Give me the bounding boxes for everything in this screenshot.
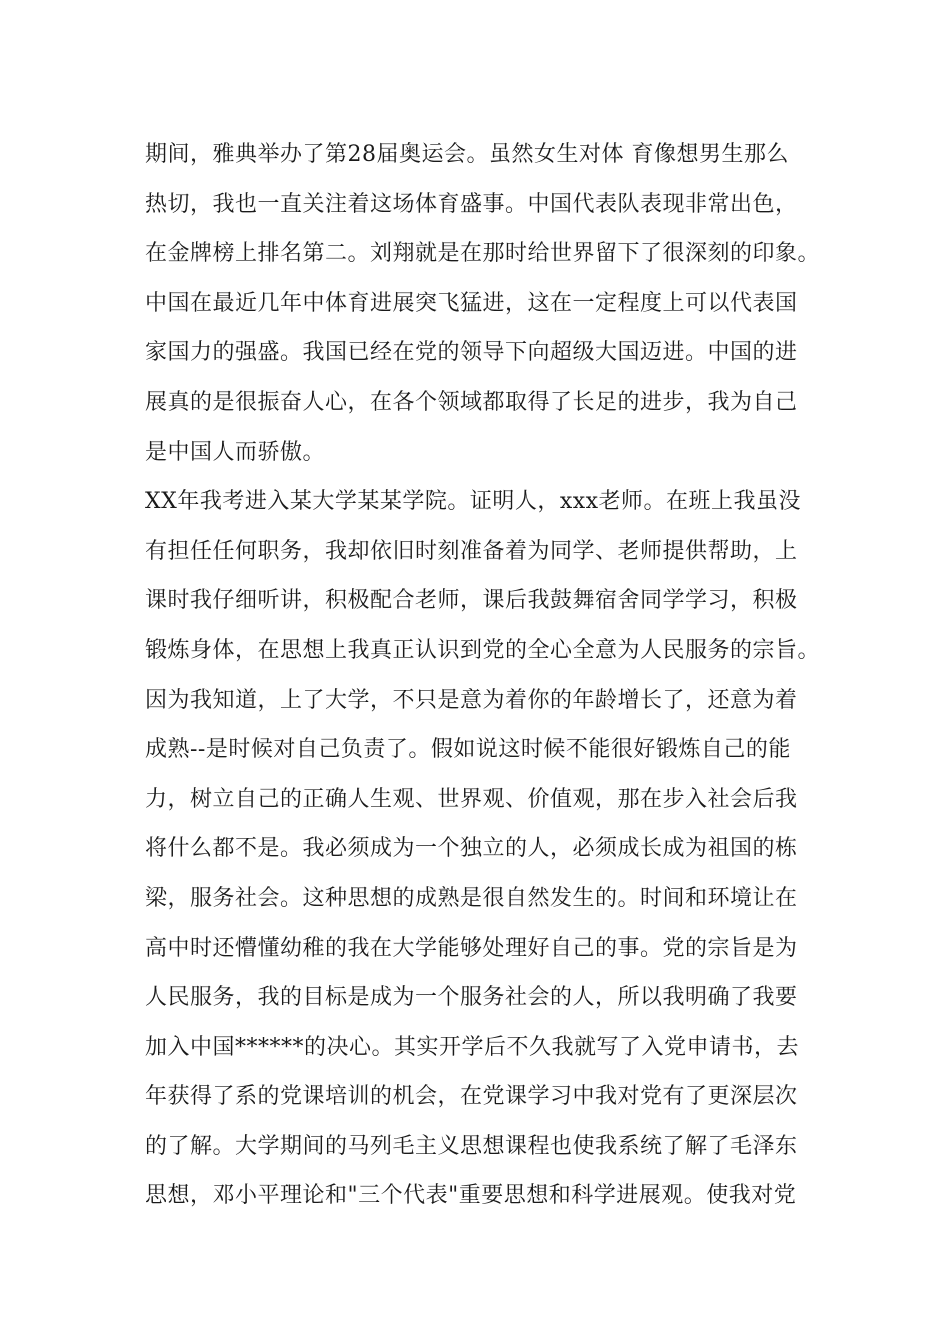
text-line: 中国在最近几年中体育进展突飞猛进，这在一定程度上可以代表国: [145, 290, 798, 316]
text-line: 年获得了系的党课培训的机会，在党课学习中我对党有了更深层次: [145, 1084, 798, 1110]
text-line: XX年我考进入某大学某某学院。证明人，xxx老师。在班上我虽没: [145, 489, 802, 515]
text-line: 期间，雅典举办了第28届奥运会。虽然女生对体 育像想男生那么: [145, 142, 789, 167]
body-text: [145, 130, 825, 1221]
text-line: 的了解。大学期间的马列毛主义思想课程也使我系统了解了毛泽东: [145, 1133, 798, 1159]
text-line: 热切，我也一直关注着这场体育盛事。中国代表队表现非常出色，: [145, 191, 798, 217]
text-line: 人民服务，我的目标是成为一个服务社会的人，所以我明确了我要: [145, 985, 798, 1011]
text-line: 因为我知道，上了大学，不只是意为着你的年龄增长了，还意为着: [145, 687, 798, 713]
text-line: 加入中国******的决心。其实开学后不久我就写了入党申请书，去: [145, 1034, 800, 1060]
text-line: 将什么都不是。我必须成为一个独立的人，必须成长成为祖国的栋: [145, 836, 798, 862]
text-line: 思想，邓小平理论和"三个代表"重要思想和科学进展观。使我对党: [145, 1183, 797, 1209]
text-line: 力，树立自己的正确人生观、世界观、价值观，那在步入社会后我: [145, 786, 798, 812]
text-line: 有担任任何职务，我却依旧时刻准备着为同学、老师提供帮助，上: [145, 538, 798, 564]
text-line: 家国力的强盛。我国已经在党的领导下向超级大国迈进。中国的进: [145, 340, 798, 366]
text-line: 成熟--是时候对自己负责了。假如说这时候不能很好锻炼自己的能: [145, 737, 791, 763]
text-line: 高中时还懵懂幼稚的我在大学能够处理好自己的事。党的宗旨是为: [145, 935, 798, 961]
text-line: 梁，服务社会。这种思想的成熟是很自然发生的。时间和环境让在: [145, 885, 798, 911]
text-line: 在金牌榜上排名第二。刘翔就是在那时给世界留下了很深刻的印象。: [145, 241, 821, 267]
text-line: 展真的是很振奋人心，在各个领域都取得了长足的进步，我为自己: [145, 389, 798, 415]
text-line: 课时我仔细听讲，积极配合老师，课后我鼓舞宿舍同学学习，积极: [145, 588, 798, 614]
text-line: 是中国人而骄傲。: [145, 439, 326, 465]
text-line: 锻炼身体，在思想上我真正认识到党的全心全意为人民服务的宗旨。: [145, 637, 821, 663]
